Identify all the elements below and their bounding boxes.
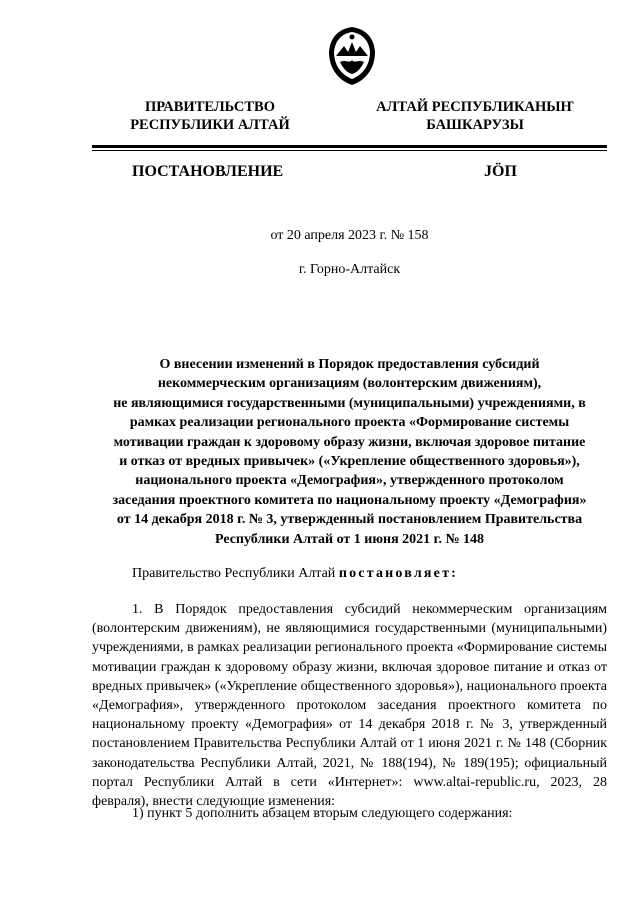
doc-type-altai: JӦП	[484, 163, 517, 180]
header-right-line1: АЛТАЙ РЕСПУБЛИКАНЫҤ	[376, 99, 574, 115]
title-line: О внесении изменений в Порядок предоставления субсидий	[159, 357, 540, 372]
title-line: мотивации граждан к здоровому образу жизни, включая здоровое питание	[113, 434, 586, 450]
coat-of-arms-icon	[326, 26, 378, 86]
preamble-emphasis: постановляет:	[338, 566, 459, 581]
header-divider-thin	[92, 150, 607, 151]
header-right-line2: БАШКАРУЗЫ	[426, 117, 524, 133]
document-title	[92, 355, 607, 549]
preamble	[132, 566, 458, 582]
list-item-1: 1) пункт 5 дополнить абзацем вторым следующего содержания:	[132, 806, 513, 821]
title-line: и отказ от вредных привычек» («Укрепление общественного здоровья»),	[119, 454, 580, 470]
document-date: от 20 апреля 2023 г. № 158	[270, 228, 429, 243]
title-line: не являющимися государственными (муниципальными) учреждениями, в	[113, 395, 586, 411]
doc-type-russian: ПОСТАНОВЛЕНИЕ	[132, 163, 284, 180]
title-line: от 14 декабря 2018 г. № 3, утвержденный постановлением Правительства	[116, 512, 583, 528]
title-line: некоммерческим организациям (волонтерским движениям),	[157, 376, 542, 392]
header-left-line2: РЕСПУБЛИКИ АЛТАЙ	[130, 117, 290, 133]
title-line: национального проекта «Демография», утвержденного протоколом	[135, 473, 564, 489]
title-line: заседания проектного комитета по национальному проекту «Демография»	[112, 492, 587, 508]
title-line: Республики Алтай от 1 июня 2021 г. № 148	[214, 531, 485, 547]
header-left-line1: ПРАВИТЕЛЬСТВО	[145, 99, 275, 115]
header-authority-altai	[370, 98, 580, 134]
header-divider-thick	[92, 145, 607, 148]
preamble-text: Правительство Республики Алтай	[132, 566, 339, 581]
document-city: г. Горно-Алтайск	[298, 262, 401, 277]
header-authority-russian	[110, 98, 310, 134]
title-line: рамках реализации регионального проекта «Формирование системы	[129, 415, 570, 431]
paragraph-1: 1. В Порядок предоставления субсидий некоммерческим организациям (волонтерским движениям), не являющимися государственными (муниципальными) учреждениями, в рамках реализации регионального проекта «Формирование системы мотивации граждан к здоровому образу жизни, включая здоровое питание и отказ от вредных привычек» («Укрепление общественного здоровья»), национального проекта «Демография», утвержденного протоколом заседания проектного комитета по национальному проекту «Демография» от 14 декабря 2018 г. № 3, утвержденный постановлением Правительства Республики Алтай от 1 июня 2021 г. № 148 (Сборник законодательства Республики Алтай, 2021, № 188(194), № 189(195); официальный портал Республики Алтай в сети «Интернет»: www.altai-republic.ru, 2023, 28 февраля), внести следующие изменения:	[92, 602, 607, 810]
